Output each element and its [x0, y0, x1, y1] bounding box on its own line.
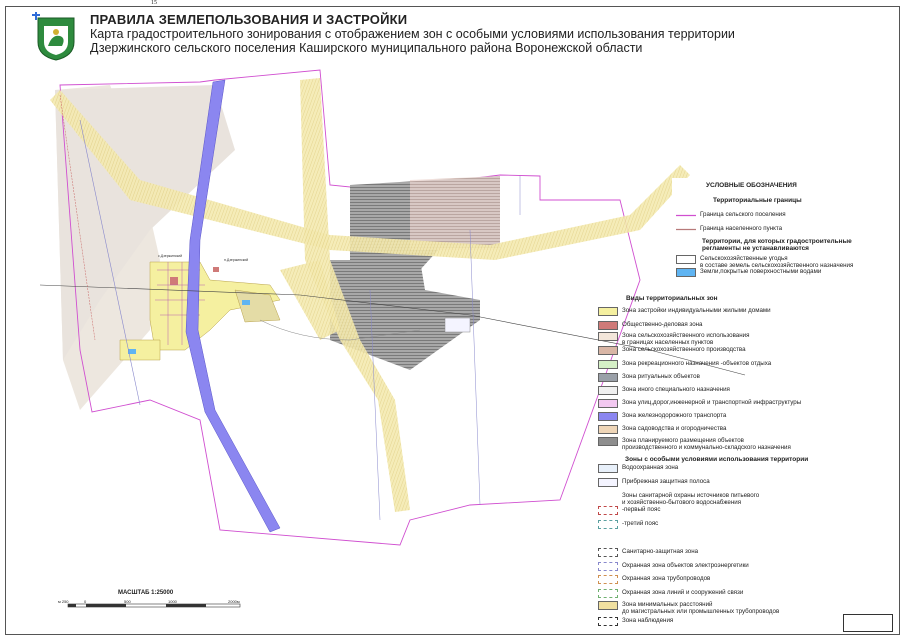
legend-swatch	[598, 386, 618, 395]
legend-item-water	[676, 268, 821, 277]
legend-swatch	[598, 601, 618, 610]
page-number: 15	[151, 0, 157, 6]
legend-swatch	[598, 399, 618, 408]
legend-item-other	[598, 575, 710, 584]
scale-tick: 2000м	[228, 599, 240, 604]
legend-heading-special: Зоны с особыми условиями использования территории	[625, 456, 809, 463]
scale-tick: 1000	[168, 599, 177, 604]
legend-label: Общественно-деловая зона	[622, 321, 703, 328]
legend-label: Зона ритуальных объектов	[622, 373, 700, 380]
legend-swatch	[598, 575, 618, 584]
legend-label: -третий пояс	[622, 520, 659, 527]
legend-item-other	[598, 589, 743, 598]
legend-item-special	[598, 492, 759, 506]
scale-tick: м 250	[58, 599, 69, 604]
legend-heading-boundaries: Территориальные границы	[713, 197, 802, 204]
settlement-label-1: с.Дзержинский	[158, 254, 183, 258]
legend-label-2: и хозяйственно-бытового водоснабжения	[622, 499, 742, 506]
legend-item-settlement-boundary	[676, 211, 786, 220]
legend-swatch	[598, 346, 618, 355]
legend-label-2: в составе земель сельскохозяйственного назначения	[700, 262, 854, 269]
legend-label: Зона минимальных расстояний	[622, 601, 713, 608]
legend-swatch	[598, 412, 618, 421]
legend-item-zone	[598, 437, 791, 451]
legend-item-other	[598, 617, 673, 626]
legend-swatch	[598, 520, 618, 529]
map-title: ПРАВИЛА ЗЕМЛЕПОЛЬЗОВАНИЯ И ЗАСТРОЙКИ	[90, 12, 408, 27]
scale-title: МАСШТАБ 1:25000	[118, 590, 174, 596]
legend-item-other	[598, 548, 698, 557]
legend-label: Охранная зона линий и сооружений связи	[622, 589, 744, 596]
legend-swatch	[676, 225, 696, 234]
legend-label: Граница населенного пункта	[700, 225, 783, 232]
legend-label: Охранная зона трубопроводов	[622, 575, 711, 582]
legend-label-2: в границах населенных пунктов	[622, 339, 714, 346]
legend-swatch	[598, 492, 618, 501]
settlement-label-2: п.Дзержинский	[224, 258, 249, 262]
legend-item-zone	[598, 386, 730, 395]
legend-item-other	[598, 601, 779, 615]
legend-label: Граница сельского поселения	[700, 211, 786, 218]
legend-swatch	[598, 562, 618, 571]
scale-tick: 0	[84, 599, 87, 604]
legend-item-special	[598, 478, 710, 487]
legend-item-zone	[598, 412, 726, 421]
legend-swatch	[598, 425, 618, 434]
legend-item-agri-land	[676, 255, 853, 269]
legend-label: Зона иного специального назначения	[622, 386, 730, 393]
stamp-box	[843, 614, 893, 632]
legend-label: Зона рекреационного назначения -объектов отдыха	[622, 360, 772, 367]
legend-label: Охранная зона объектов электроэнергетики	[622, 562, 749, 569]
legend-swatch	[598, 506, 618, 515]
legend-swatch	[598, 464, 618, 473]
legend-item-special	[598, 464, 678, 473]
map-subtitle-line1: Карта градостроительного зонирования с отображением зон с особыми условиями использования территории	[90, 27, 735, 41]
legend-label: Зона сельскохозяйственного производства	[622, 346, 746, 353]
legend-swatch	[598, 617, 618, 626]
legend-label-2: производственного и коммунально-складского назначения	[622, 444, 791, 451]
legend-item-other	[598, 562, 749, 571]
legend-item-zone	[598, 425, 726, 434]
legend-item-zone	[598, 360, 771, 369]
legend-item-zone	[598, 321, 703, 330]
legend-item-zone	[598, 332, 749, 346]
legend-label: Зона сельскохозяйственного использования	[622, 332, 750, 339]
legend-swatch	[676, 255, 696, 264]
legend-item-special	[598, 520, 658, 529]
map-subtitle-line2: Дзержинского сельского поселения Каширского муниципального района Воронежской области	[90, 41, 643, 55]
legend-label: Водоохранная зона	[622, 464, 679, 471]
legend-item-special	[598, 506, 660, 515]
legend-heading-no-regulations: Территории, для которых градостроительные регламенты не устанавливаются	[702, 238, 852, 252]
legend-swatch	[598, 589, 618, 598]
legend-item-village-boundary	[676, 225, 782, 234]
legend-heading-zones: Виды территориальных зон	[626, 295, 718, 302]
legend-item-zone	[598, 307, 771, 316]
legend-swatch	[598, 373, 618, 382]
legend-label: Земли,покрытые поверхностными водами	[700, 268, 822, 275]
legend-swatch	[598, 437, 618, 446]
legend-label: Сельскохозяйственные угодья	[700, 255, 788, 262]
legend-swatch	[598, 321, 618, 330]
scale-tick: 500	[124, 599, 131, 604]
legend-label: Санитарно-защитная зона	[622, 548, 699, 555]
legend-label: Зона садоводства и огородничества	[622, 425, 727, 432]
legend-swatch	[598, 478, 618, 487]
legend-swatch	[676, 211, 696, 220]
legend-label: Зона улиц,дорог,инженерной и транспортной инфраструктуры	[622, 399, 802, 406]
legend-label: Зона наблюдения	[622, 617, 674, 624]
legend-swatch	[598, 332, 618, 341]
legend-label: -первый пояс	[622, 506, 661, 513]
legend-label: Прибрежная защитная полоса	[622, 478, 710, 485]
legend-label: Зона застройки индивидуальными жилыми домами	[622, 307, 771, 314]
legend-label: Зона планируемого размещения объектов	[622, 437, 744, 444]
legend-swatch	[598, 307, 618, 316]
legend-swatch	[598, 548, 618, 557]
legend-item-zone	[598, 399, 801, 408]
legend-label: Зона железнодорожного транспорта	[622, 412, 727, 419]
legend-swatch	[598, 360, 618, 369]
legend-label-2: до магистральных или промышленных трубопроводов	[622, 608, 780, 615]
scale-bar	[58, 598, 248, 612]
legend-swatch	[676, 268, 696, 277]
legend-label: Зоны санитарной охраны источников питьевого	[622, 492, 760, 499]
legend-item-zone	[598, 373, 700, 382]
legend-item-zone	[598, 346, 746, 355]
legend-title: УСЛОВНЫЕ ОБОЗНАЧЕНИЯ	[706, 182, 797, 189]
